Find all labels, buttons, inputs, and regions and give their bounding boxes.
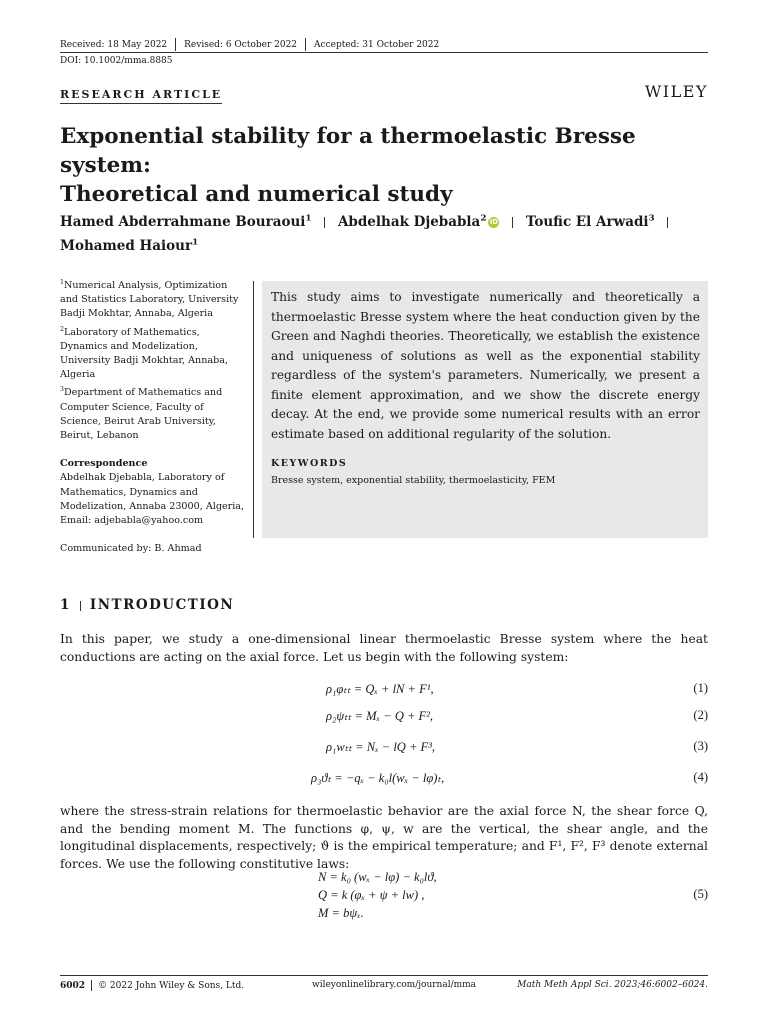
article-dates — [60, 38, 439, 51]
equation-5-number: (5) — [693, 887, 708, 901]
revised-date: Revised: 6 October 2022 — [184, 40, 298, 50]
column-divider — [253, 281, 254, 538]
citation: Math Meth Appl Sci. 2023;46:6002–6024. — [517, 980, 708, 990]
affiliation-3: $^3$Department of Mathematics and Computer Science, Faculty of Science, Beirut Arab University, Beirut, Lebanon — [60, 386, 223, 442]
abstract-text: This study aims to investigate numerically and theoretically a thermoelastic Bresse system where the heat conduction given by the Green and Naghdi theories. Theoretically, we establish the existence and uniqueness of solutions as well as the exponential stability regardless of the system's parameters. Numerically, we present a finite element approximation, and we show the discrete energy decay. At the end, we provide some numerical results with an error estimate based on additional regularity of the solution. — [271, 290, 700, 441]
received-date: Received: 18 May 2022 — [60, 40, 168, 50]
section-heading-introduction: 1 INTRODUCTION — [60, 597, 235, 613]
header-rule — [60, 52, 708, 53]
copyright: © 2022 John Wiley & Sons, Ltd. — [98, 981, 245, 991]
publisher-logo: WILEY — [644, 82, 708, 101]
author-1[interactable]: Hamed Abderrahmane Bouraoui$^1$ — [60, 213, 312, 230]
affiliation-column — [60, 279, 246, 560]
correspondence-heading: Correspondence — [60, 458, 148, 470]
affiliation-1: $^1$Numerical Analysis, Optimization and Statistics Laboratory, University Badji Mokhtar, Annaba, Algeria — [60, 278, 239, 320]
footer-rule — [60, 975, 708, 976]
author-4[interactable]: Mohamed Haiour$^1$ — [60, 237, 199, 254]
equation-3: ρ₁wₜₜ = Nₓ − lQ + F³, (3) — [326, 739, 708, 754]
page-number: 6002 — [60, 981, 86, 991]
journal-url[interactable]: wileyonlinelibrary.com/journal/mma — [312, 980, 477, 990]
article-title — [60, 122, 720, 209]
doi-link[interactable]: DOI: 10.1002/mma.8885 — [60, 56, 173, 66]
keywords-heading: KEYWORDS — [271, 458, 348, 469]
communicated-by: Communicated by: B. Ahmad — [60, 543, 202, 555]
keywords-list: Bresse system, exponential stability, thermoelasticity, FEM — [271, 475, 556, 486]
author-3[interactable]: Toufic El Arwadi$^3$ — [525, 213, 655, 230]
footer-left — [60, 980, 244, 991]
affiliation-2: $^2$Laboratory of Mathematics, Dynamics and Modelization, University Badji Mokhtar, Annaba, Algeria — [60, 325, 229, 381]
section-label: RESEARCH ARTICLE — [60, 88, 222, 104]
abstract-box — [262, 281, 708, 538]
equation-1: ρ₁φₜₜ = Qₓ + lN + F¹, (1) — [326, 681, 708, 696]
correspondence-text: Abdelhak Djebabla, Laboratory of Mathematics, Dynamics and Modelization, Annaba 23000, Algeria, Email: adjebabla@yahoo.com — [60, 472, 245, 527]
equation-5: N = k₀ (wₓ − lφ) − k₀lϑ, Q = k (φₓ + ψ + lw) , M = bψₓ. — [318, 870, 437, 920]
title-line-2: Theoretical and numerical study — [60, 182, 453, 207]
equation-4: ρ₃ϑₜ = −qₓ − k₀l(wₓ − lφ)ₜ, (4) — [311, 770, 708, 785]
intro-paragraph-1: In this paper, we study a one-dimensional linear thermoelastic Bresse system where the heat conductions are acting on the axial force. Let us begin with the following system: — [60, 632, 708, 664]
intro-paragraph-2: where the stress-strain relations for thermoelastic behavior are the axial force N, the shear force Q, and the bending moment M. The functions φ, ψ, w are the vertical, the shear angle, and the longitudinal displacements, respectively; ϑ is the empirical temperature; and F¹, F², F³ denote external forces. We use the following constitutive laws: — [60, 804, 708, 871]
author-2[interactable]: Abdelhak Djebabla$^2$ — [337, 213, 487, 230]
accepted-date: Accepted: 31 October 2022 — [314, 40, 440, 50]
author-list — [60, 210, 720, 258]
title-line-1: Exponential stability for a thermoelastic Bresse system: — [60, 124, 636, 178]
orcid-icon[interactable]: iD — [489, 218, 499, 226]
equation-2: ρ₂ψₜₜ = Mₓ − Q + F², (2) — [326, 708, 708, 723]
